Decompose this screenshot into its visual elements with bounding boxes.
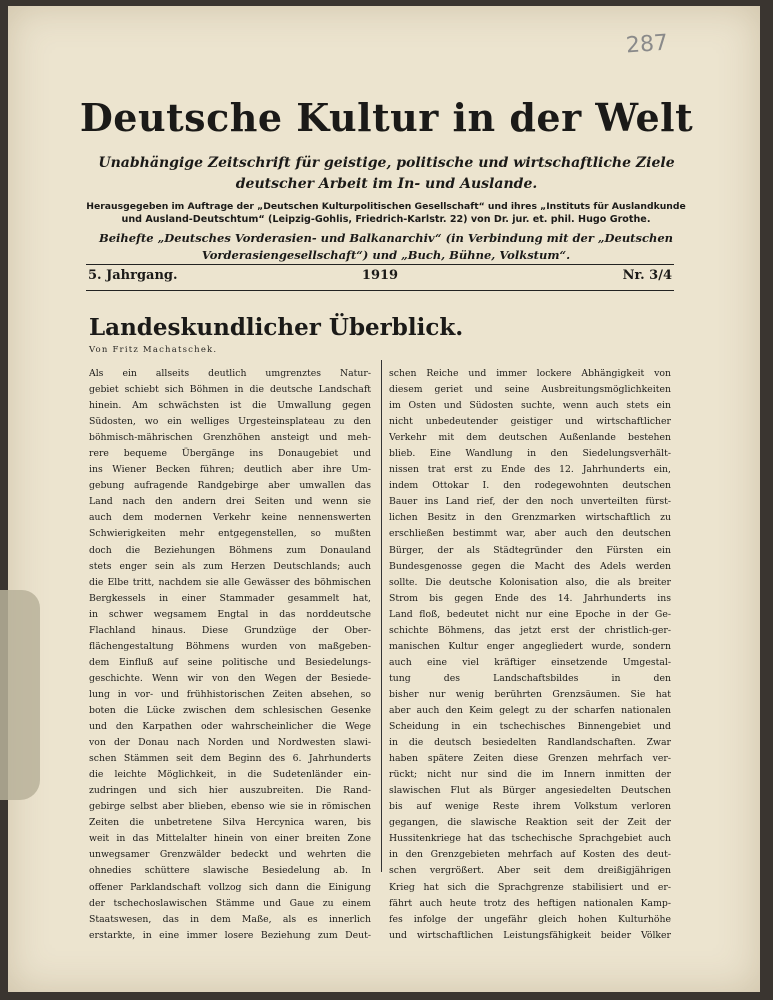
article-line: sollte. Die deutsche Kolonisation also, die als breiter [389,576,671,588]
article-line: weit in das Mittelalter hinein von einer breiten Zone [89,833,371,845]
journal-subtitle-line-1: Unabhängige Zeitschrift für geistige, politische und wirtschaftliche Ziele [98,155,675,171]
article-line: Hussitenkriege hat das tschechische Sprachgebiet auch [389,833,671,845]
article-line: Scheidung in ein tschechisches Binnengebiet und [389,721,671,733]
article-line: flächengestaltung Böhmens wurden von maßgeben- [89,640,371,652]
article-line: indem Ottokar I. den rodegewohnten deutschen [389,480,671,492]
article-line: erschließen bestimmt war, aber auch den deutschen [389,528,671,540]
article-line: gebirge selbst aber blieben, ebenso wie sie in römischen [89,801,371,813]
article-line: schichte Böhmens, das jetzt erst der christlich-ger- [389,624,671,636]
article-line: und wirtschaftlichen Leistungsfähigkeit beider Völker [389,929,671,941]
article-line: Strom bis gegen Ende des 14. Jahrhunderts ins [389,592,671,604]
article-line: tung des Landschaftsbildes in den [389,672,671,684]
article-line: schen Stämmen seit dem Beginn des 6. Jahrhunderts [89,753,371,765]
article-title: Landeskundlicher Überblick. [89,314,464,341]
article-column-right [389,366,671,944]
article-line: slawischen Flut als Bürger angesiedelten Deutschen [389,785,671,797]
article-line: im Osten und Südosten suchte, wenn auch stets ein [389,400,671,412]
article-byline: Von Fritz Machatschek. [89,345,218,355]
header-rule-top [86,264,674,265]
publisher-line-1: Herausgegeben im Auftrage der „Deutschen Kulturpolitischen Gesellschaft“ und ihres „Instituts für Auslandkunde [86,201,686,212]
article-line: Staatswesen, das in dem Maße, als es innerlich [89,913,371,925]
supplement-line-2: Vorderasiengesellschaft“) und „Buch, Bühne, Volkstum“. [201,248,571,262]
article-line: aber auch den Keim gelegt zu der scharfen nationalen [389,704,671,716]
article-line: boten die Lücke zwischen dem schlesischen Gesenke [89,704,371,716]
journal-subtitle-line-2: deutscher Arbeit im In- und Auslande. [235,176,538,192]
article-line: in den Grenzgebieten mehrfach auf Kosten des deut- [389,849,671,861]
article-line: diesem geriet und seine Ausbreitungsmöglichkeiten [389,384,671,396]
article-line: haben spätere Zeiten diese Grenzen mehrfach ver- [389,753,671,765]
article-line: und den Karpathen oder wahrscheinlicher die Wege [89,721,371,733]
paper-damage [0,590,40,800]
issue-volume: 5. Jahrgang. [88,268,178,283]
article-line: lung in vor- und frühhistorischen Zeiten absehen, so [89,688,371,700]
article-line: Verkehr mit dem deutschen Außenlande bestehen [389,432,671,444]
article-line: Südosten, wo ein welliges Urgesteinsplateau zu den [89,416,371,428]
header-rule-bottom [86,290,674,291]
article-line: die Elbe tritt, nachdem sie alle Gewässer des böhmischen [89,576,371,588]
article-line: unwegsamer Grenzwälder bedeckt und wehrten die [89,849,371,861]
article-line: Krieg hat sich die Sprachgrenze stabilisiert und er- [389,881,671,893]
article-line: Zeiten die unbetretene Silva Hercynica waren, bis [89,817,371,829]
article-line: bis auf wenige Reste ihrem Volkstum verloren [389,801,671,813]
article-line: Bundesgenosse gegen die Macht des Adels werden [389,560,671,572]
article-line: hinein. Am schwächsten ist die Umwallung gegen [89,400,371,412]
article-line: Bürger, der als Städtegründer den Fürsten ein [389,544,671,556]
article-line: gegangen, die slawische Reaktion seit der Zeit der [389,817,671,829]
issue-bar [86,268,674,288]
article-line: in schwer wegsamem Engtal in das norddeutsche [89,608,371,620]
article-line: ins Wiener Becken führen; deutlich aber ihre Um- [89,464,371,476]
article-line: Bergkessels in einer Stammader gesammelt hat, [89,592,371,604]
handwritten-shelfmark: 287 [625,30,669,59]
article-line: auch dem modernen Verkehr keine nennenswerten [89,512,371,524]
article-line: auch eine viel kräftiger einsetzende Umgestal- [389,656,671,668]
article-line: erstarkte, in eine immer losere Beziehung zum Deut- [89,929,371,941]
supplement-note [86,230,686,264]
issue-number: Nr. 3/4 [622,268,672,283]
article-line: gebiet schiebt sich Böhmen in die deutsche Landschaft [89,384,371,396]
article-line: Bauer ins Land rief, der den noch unverteilten fürst- [389,496,671,508]
article-line: nissen trat erst zu Ende des 12. Jahrhunderts ein, [389,464,671,476]
article-line: in die deutsch besiedelten Randlandschaften. Zwar [389,737,671,749]
issue-year: 1919 [361,268,399,283]
article-line: böhmisch-mährischen Grenzhöhen ansteigt und meh- [89,432,371,444]
column-divider [381,360,382,872]
article-line: Flachland hinaus. Diese Grundzüge der Ober- [89,624,371,636]
article-line: Als ein allseits deutlich umgrenztes Natur- [89,368,371,379]
article-line: schen vergrößert. Aber seit dem dreißigjährigen [389,865,671,877]
article-line: von der Donau nach Norden und Nordwesten slawi- [89,737,371,749]
article-column-left [89,366,371,944]
publisher-note [86,200,686,226]
article-line: rückt; nicht nur sind die im Innern inmitten der [389,769,671,781]
article-line: gebung aufragende Randgebirge aber umwallen das [89,480,371,492]
supplement-line-1: Beihefte „Deutsches Vorderasien- und Balkanarchiv“ (in Verbindung mit der „Deutschen [98,231,674,245]
article-line: der tschechoslawischen Stämme und Gaue zu einem [89,897,371,909]
article-line: stets enger sein als zum Herzen Deutschlands; auch [89,560,371,572]
journal-title: Deutsche Kultur in der Welt [79,95,694,140]
article-line: offener Parklandschaft vollzog sich dann die Einigung [89,881,371,893]
article-line: bisher nur wenig berührten Grenzsäumen. Sie hat [389,688,671,700]
article-line: schen Reiche und immer lockere Abhängigkeit von [389,368,671,379]
article-line: ohnedies schüttere slawische Besiedelung ab. In [89,865,371,877]
article-line: fährt auch heute trotz des heftigen nationalen Kamp- [389,897,671,909]
article-line: Land nach den andern drei Seiten und wenn sie [89,496,371,508]
article-line: fes infolge der ungefähr gleich hohen Kulturhöhe [389,913,671,925]
article-line: doch die Beziehungen Böhmens zum Donauland [89,544,371,556]
article-line: dem Einfluß auf seine politische und Besiedelungs- [89,656,371,668]
article-line: manischen Kultur enger angegliedert wurde, sondern [389,640,671,652]
article-line: die leichte Möglichkeit, in die Sudetenländer ein- [89,769,371,781]
publisher-line-2: und Ausland-Deutschtum“ (Leipzig-Gohlis, Friedrich-Karlstr. 22) von Dr. jur. et. phil. Hugo Grothe. [121,214,651,225]
article-line: Land floß, bedeutet nicht nur eine Epoche in der Ge- [389,608,671,620]
article-line: rere bequeme Übergänge ins Donaugebiet und [89,448,371,460]
article-line: Schwierigkeiten mehr entgegenstellen, so mußten [89,528,371,540]
article-line: zudringen und sich hier auszubreiten. Die Rand- [89,785,371,797]
article-line: lichen Besitz in den Grenzmarken wirtschaftlich zu [389,512,671,524]
article-line: nicht unbedeutender geistiger und wirtschaftlicher [389,416,671,428]
article-line: geschichte. Wenn wir von den Wegen der Besiede- [89,672,371,684]
article-line: blieb. Eine Wandlung in den Siedelungsverhält- [389,448,671,460]
